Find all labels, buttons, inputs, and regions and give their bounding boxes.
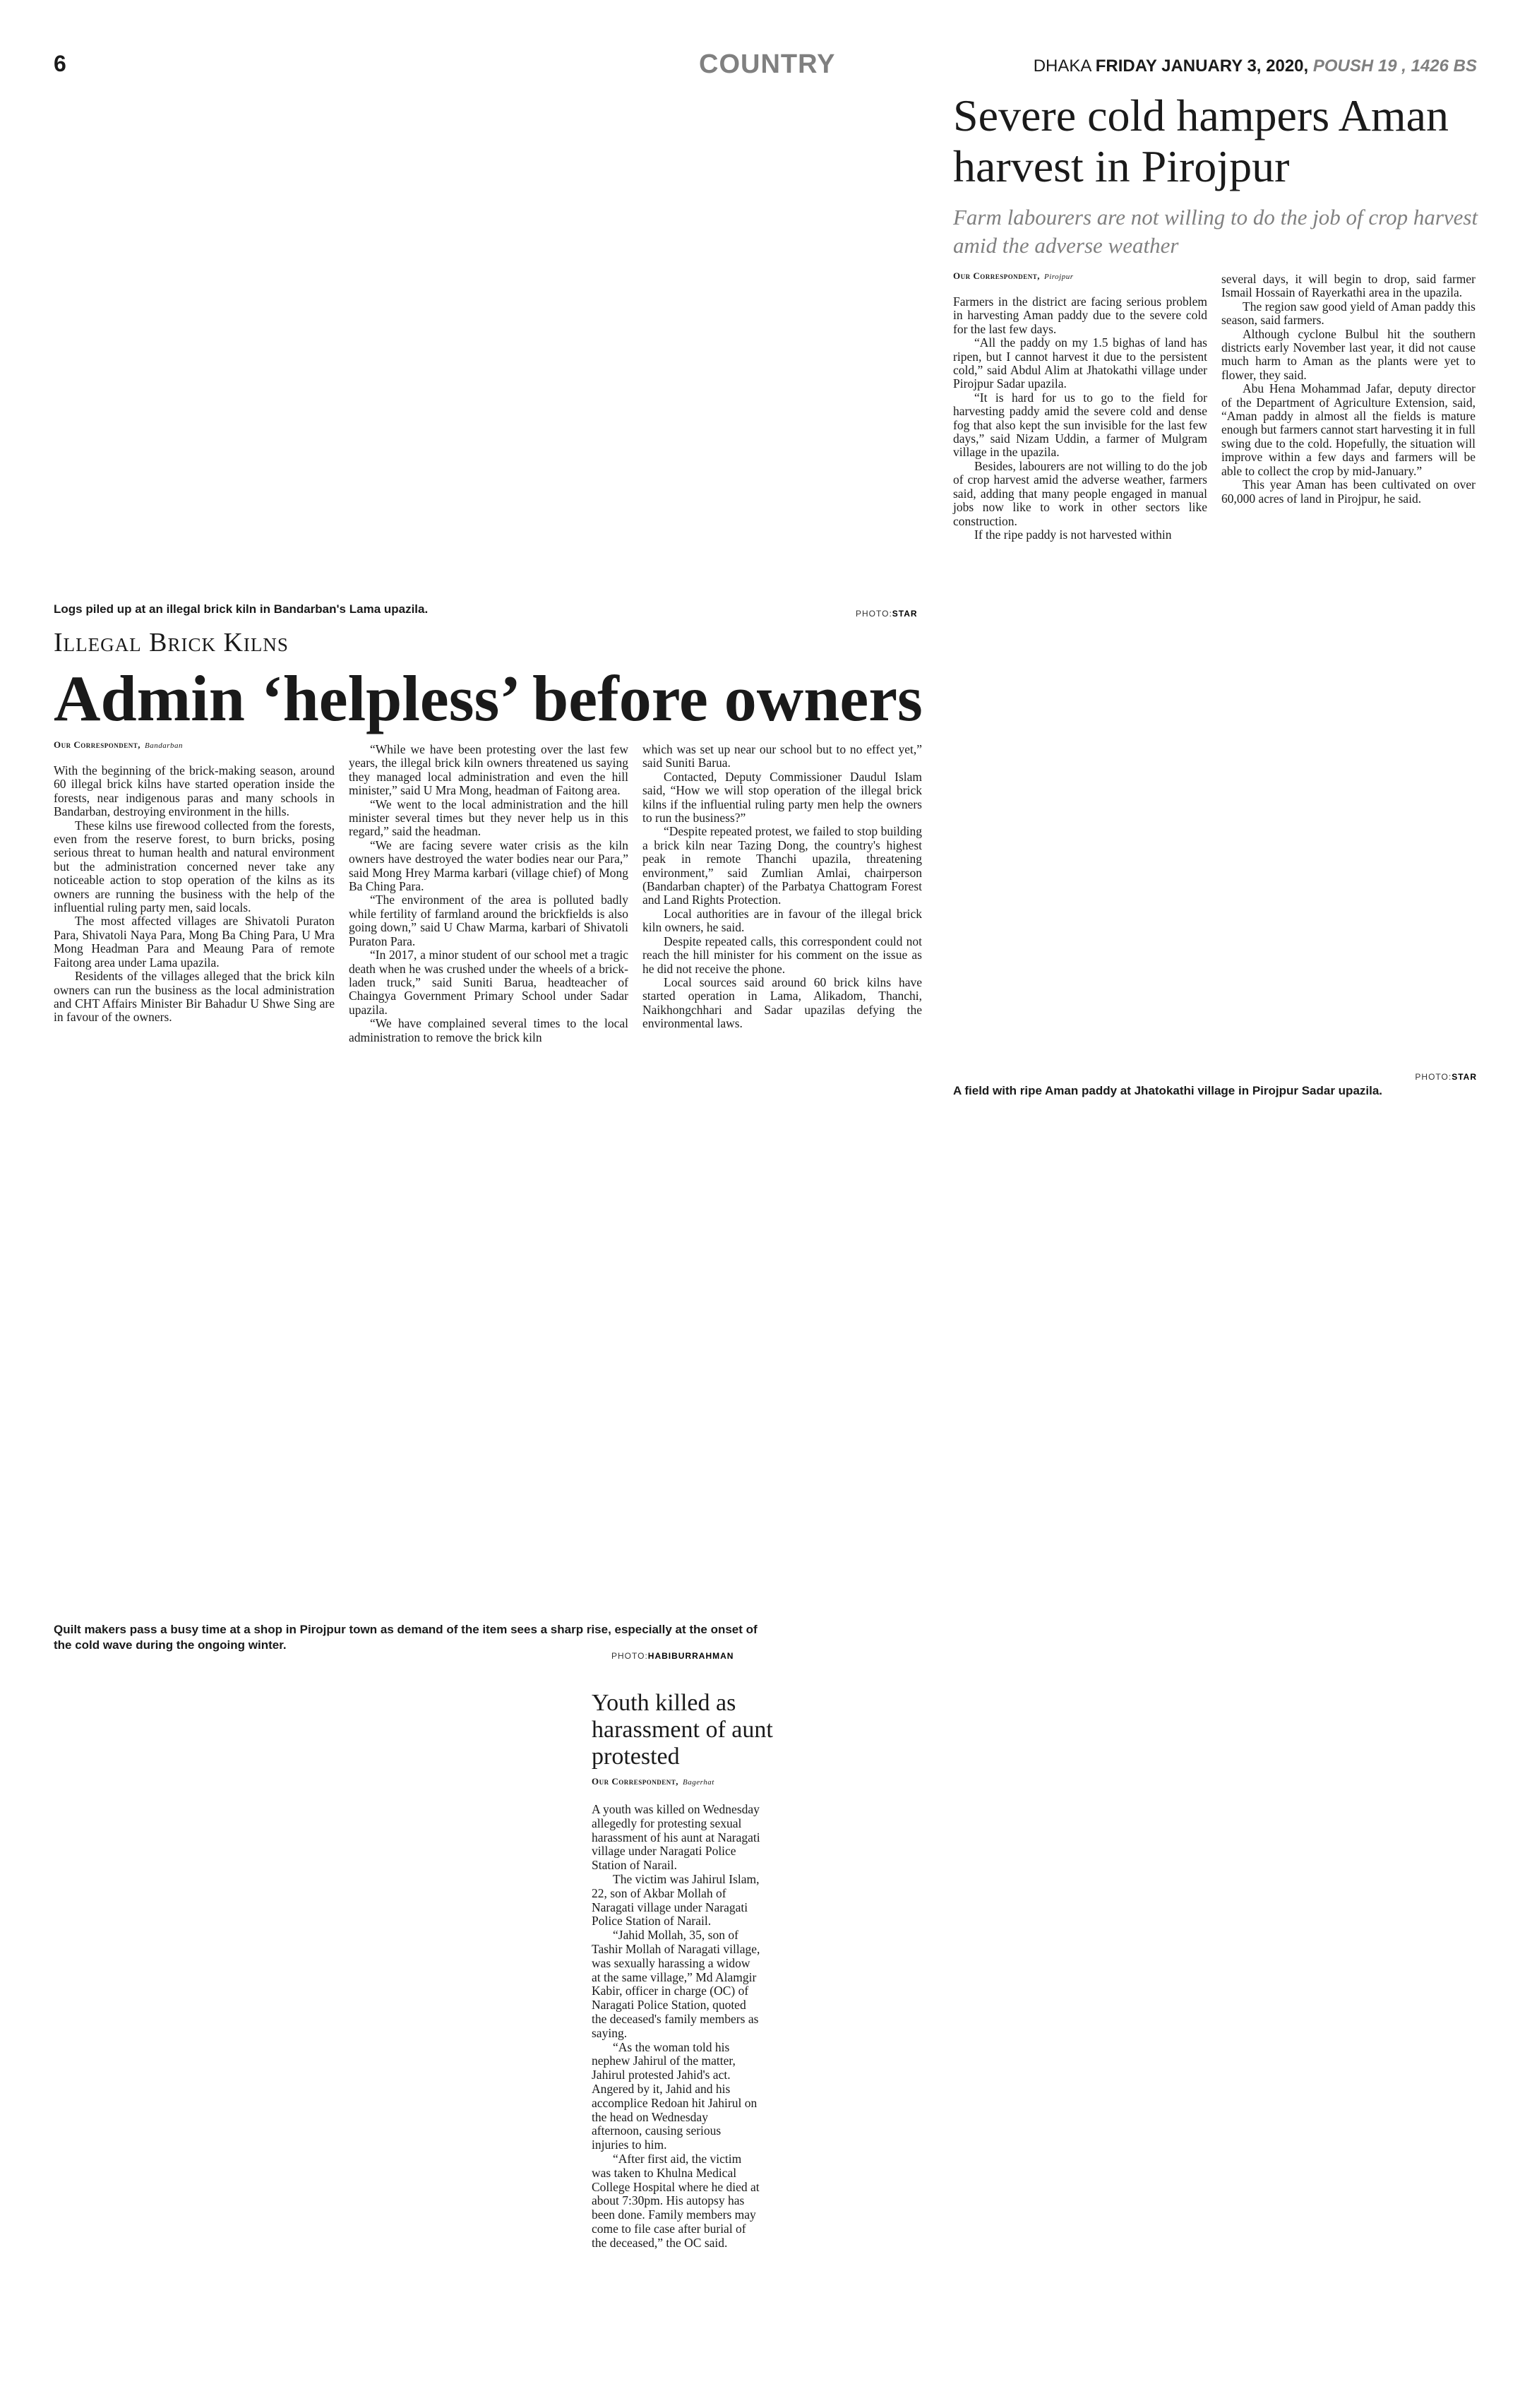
section-title: COUNTRY	[699, 49, 836, 79]
paragraph: “Despite repeated protest, we failed to stop building a brick kiln near Tazing Dong, the country's highest peak in remote Thanchi upazila, threatening environment,” said Zumlian Amlai, chairperson (Bandarban chapter) of the Parbatya Chattogram Forest and Land Rights Protection.	[642, 824, 922, 907]
youth-story-headline: Youth killed as harassment of aunt protested	[592, 1690, 773, 1770]
paragraph: “We have complained several times to the local administration to remove the brick kiln	[349, 1016, 628, 1044]
dateline	[1034, 56, 1477, 76]
brick-kiln-photo	[54, 92, 922, 593]
paragraph: “We went to the local administration and the hill minister several times but they never help us in this regard,” said the headman.	[349, 797, 628, 839]
paragraph: “All the paddy on my 1.5 bighas of land has ripen, but I cannot harvest it due to the persistent cold,” said Abdul Alim at Jhatokathi village under Pirojpur Sadar upazila.	[953, 335, 1207, 391]
paragraph: This year Aman has been cultivated on over 60,000 acres of land in Pirojpur, he said.	[1221, 477, 1476, 506]
quilt-photo-credit	[611, 1651, 734, 1661]
credit-label: PHOTO:	[611, 1651, 648, 1661]
dateline-city: DHAKA	[1033, 56, 1091, 76]
paddy-field-photo	[953, 628, 1479, 1066]
byline-label: Our Correspondent,	[54, 739, 141, 750]
cold-story-subhead: Farm labourers are not willing to do the job of crop harvest amid the adverse weather	[953, 205, 1478, 258]
paragraph: Despite repeated calls, this correspondent could not reach the hill minister for his comment on the issue as he did not receive the phone.	[642, 934, 922, 976]
paragraph: “As the woman told his nephew Jahirul of the matter, Jahirul protested Jahid's act. Angered by it, Jahid and his accomplice Redoan hit Jahirul on the head on Wednesday afternoon, causing serious injuries to him.	[592, 2039, 758, 2152]
paragraph: “After first aid, the victim was taken to Khulna Medical College Hospital where he died at about 7:30pm. His autopsy has been done. Family members may come to file case after burial of the deceased,” the OC said.	[592, 2151, 760, 2250]
paragraph: “It is hard for us to go to the field for harvesting paddy amid the severe cold and dense fog that also kept the sun invisible for the last few days,” said Nizam Uddin, a farmer of Mulgram village in the upazila.	[953, 390, 1207, 460]
paragraph: “The environment of the area is polluted badly while fertility of farmland around the brickfields is also going down,” said U Chaw Marma, karbari of Shivatoli Puraton Para.	[349, 893, 628, 948]
credit-label: PHOTO:	[1415, 1072, 1452, 1082]
quilt-makers-photo	[54, 1116, 760, 1617]
paragraph: Residents of the villages alleged that the brick kiln owners can run the business as the local administration and CHT Affairs Minister Bir Bahadur U Shwe Sing are in favour of the owners.	[54, 969, 335, 1025]
brick-photo-credit	[856, 609, 918, 619]
paragraph: The region saw good yield of Aman paddy this season, said farmers.	[1221, 299, 1476, 328]
paddy-photo-caption: A field with ripe Aman paddy at Jhatokathi village in Pirojpur Sadar upazila.	[953, 1084, 1383, 1097]
paragraph: A youth was killed on Wednesday allegedly for protesting sexual harassment of his aunt at Naragati village under Naragati Police Station of Narail.	[592, 1802, 760, 1873]
paragraph: The most affected villages are Shivatoli Puraton Para, Shivatoli Naya Para, Mong Ba Ching Para, U Mra Mong Headman Para and Meaung Para of remote Faitong area under Lama upazila.	[54, 914, 335, 970]
brick-story-headline: Admin ‘helpless’ before owners	[54, 662, 923, 734]
paragraph: which was set up near our school but to no effect yet,” said Suniti Barua.	[642, 742, 922, 770]
paragraph: Local authorities are in favour of the illegal brick kiln owners, he said.	[642, 906, 922, 935]
brick-story-byline	[54, 739, 183, 751]
paddy-photo-credit	[1415, 1072, 1477, 1082]
paragraph: If the ripe paddy is not harvested within	[974, 527, 1172, 542]
byline-label: Our Correspondent,	[953, 270, 1041, 281]
cold-story-byline	[953, 270, 1074, 282]
dateline-bengali-date: POUSH 19 , 1426 BS	[1312, 56, 1477, 76]
paragraph: Local sources said around 60 brick kilns have started operation in Lama, Alikadom, Thanchi, Naikhongchhari and Sadar upazilas defying the environmental laws.	[642, 974, 922, 1031]
credit-label: PHOTO:	[856, 609, 892, 619]
credit-name: HABIBURRAHMAN	[647, 1651, 734, 1661]
cold-story-column-1	[953, 295, 1207, 542]
cold-story-headline: Severe cold hampers Aman harvest in Pirojpur	[953, 90, 1449, 191]
page-number: 6	[54, 51, 66, 76]
paragraph: Abu Hena Mohammad Jafar, deputy director of the Department of Agriculture Extension, said, “Aman paddy in almost all the fields is mature enough but farmers cannot start harvesting it in full swing due to the cold. Hopefully, the situation will improve within a few days and farmers will be able to collect the crop by mid-January.”	[1221, 381, 1476, 478]
youth-story-body	[592, 1803, 761, 2251]
cold-story-column-2	[1221, 273, 1476, 506]
paragraph: The victim was Jahirul Islam, 22, son of Akbar Mollah of Naragati village under Naragati Police Station of Narail.	[592, 1871, 760, 1929]
byline-place: Bagerhat	[683, 1778, 714, 1787]
quilt-photo-caption: Quilt makers pass a busy time at a shop in Pirojpur town as demand of the item sees a sharp rise, especially at the onset of the cold wave during the ongoing winter.	[54, 1623, 758, 1652]
byline-place: Bandarban	[145, 741, 184, 750]
paragraph: “While we have been protesting over the last few years, the illegal brick kiln owners threatened us saying they managed local administration and even the hill minister,” said U Mra Mong, headman of Faitong area.	[349, 742, 628, 798]
paragraph: “In 2017, a minor student of our school met a tragic death when he was crushed under the wheels of a brick-laden truck,” said Suniti Barua, headteacher of Chaingya Government Primary School under Sadar upazila.	[349, 948, 628, 1017]
paragraph: These kilns use firewood collected from the forests, even from the reserve forest, to burn bricks, posing serious threat to human health and natural environment but the administration concerned never take any noticeable action to stop operation of the kilns as its owners are running the business with the help of the influential ruling party men, said locals.	[54, 818, 335, 915]
paragraph: Although cyclone Bulbul hit the southern districts early November last year, it did not cause much harm to Aman as the plants were yet to flower, they said.	[1221, 326, 1476, 382]
brick-story-column-2	[349, 743, 628, 1044]
paragraph: Farmers in the district are facing serious problem in harvesting Aman paddy due to the severe cold for the last few days.	[953, 294, 1207, 336]
paragraph: several days, it will begin to drop, said farmer Ismail Hossain of Rayerkathi area in the upazila.	[1221, 272, 1476, 300]
paragraph: “Jahid Mollah, 35, son of Tashir Mollah of Naragati village, was sexually harassing a widow at the same village,” Md Alamgir Kabir, officer in charge (OC) of Naragati Police Station, quoted the deceased's family members as saying.	[592, 1928, 760, 2040]
byline-label: Our Correspondent,	[592, 1776, 679, 1787]
paragraph: Besides, labourers are not willing to do the job of crop harvest amid the adverse weather, farmers said, adding that many people engaged in manual jobs now like to work in other sectors like construction.	[953, 458, 1207, 528]
brick-story-column-3	[642, 743, 922, 1031]
dateline-date: FRIDAY JANUARY 3, 2020,	[1095, 56, 1309, 76]
credit-name: STAR	[892, 609, 918, 619]
credit-name: STAR	[1452, 1072, 1477, 1082]
brick-story-kicker: Illegal Brick Kilns	[54, 628, 289, 657]
brick-story-column-1	[54, 764, 335, 1025]
byline-place: Pirojpur	[1044, 273, 1074, 281]
paragraph: With the beginning of the brick-making season, around 60 illegal brick kilns have started operation inside the forests, near indigenous paras and many schools in Bandarban, destroying environment in the hills.	[54, 763, 335, 819]
paragraph: Contacted, Deputy Commissioner Daudul Islam said, “How we will stop operation of the illegal brick kilns if the influential ruling party men help the owners to run the business?”	[642, 769, 922, 825]
youth-story-byline	[592, 1776, 714, 1787]
paragraph: “We are facing severe water crisis as the kiln owners have destroyed the water bodies near our Para,” said Mong Hrey Marma karbari (village chief) of Mong Ba Ching Para.	[349, 838, 628, 894]
brick-photo-caption: Logs piled up at an illegal brick kiln in Bandarban's Lama upazila.	[54, 602, 429, 616]
